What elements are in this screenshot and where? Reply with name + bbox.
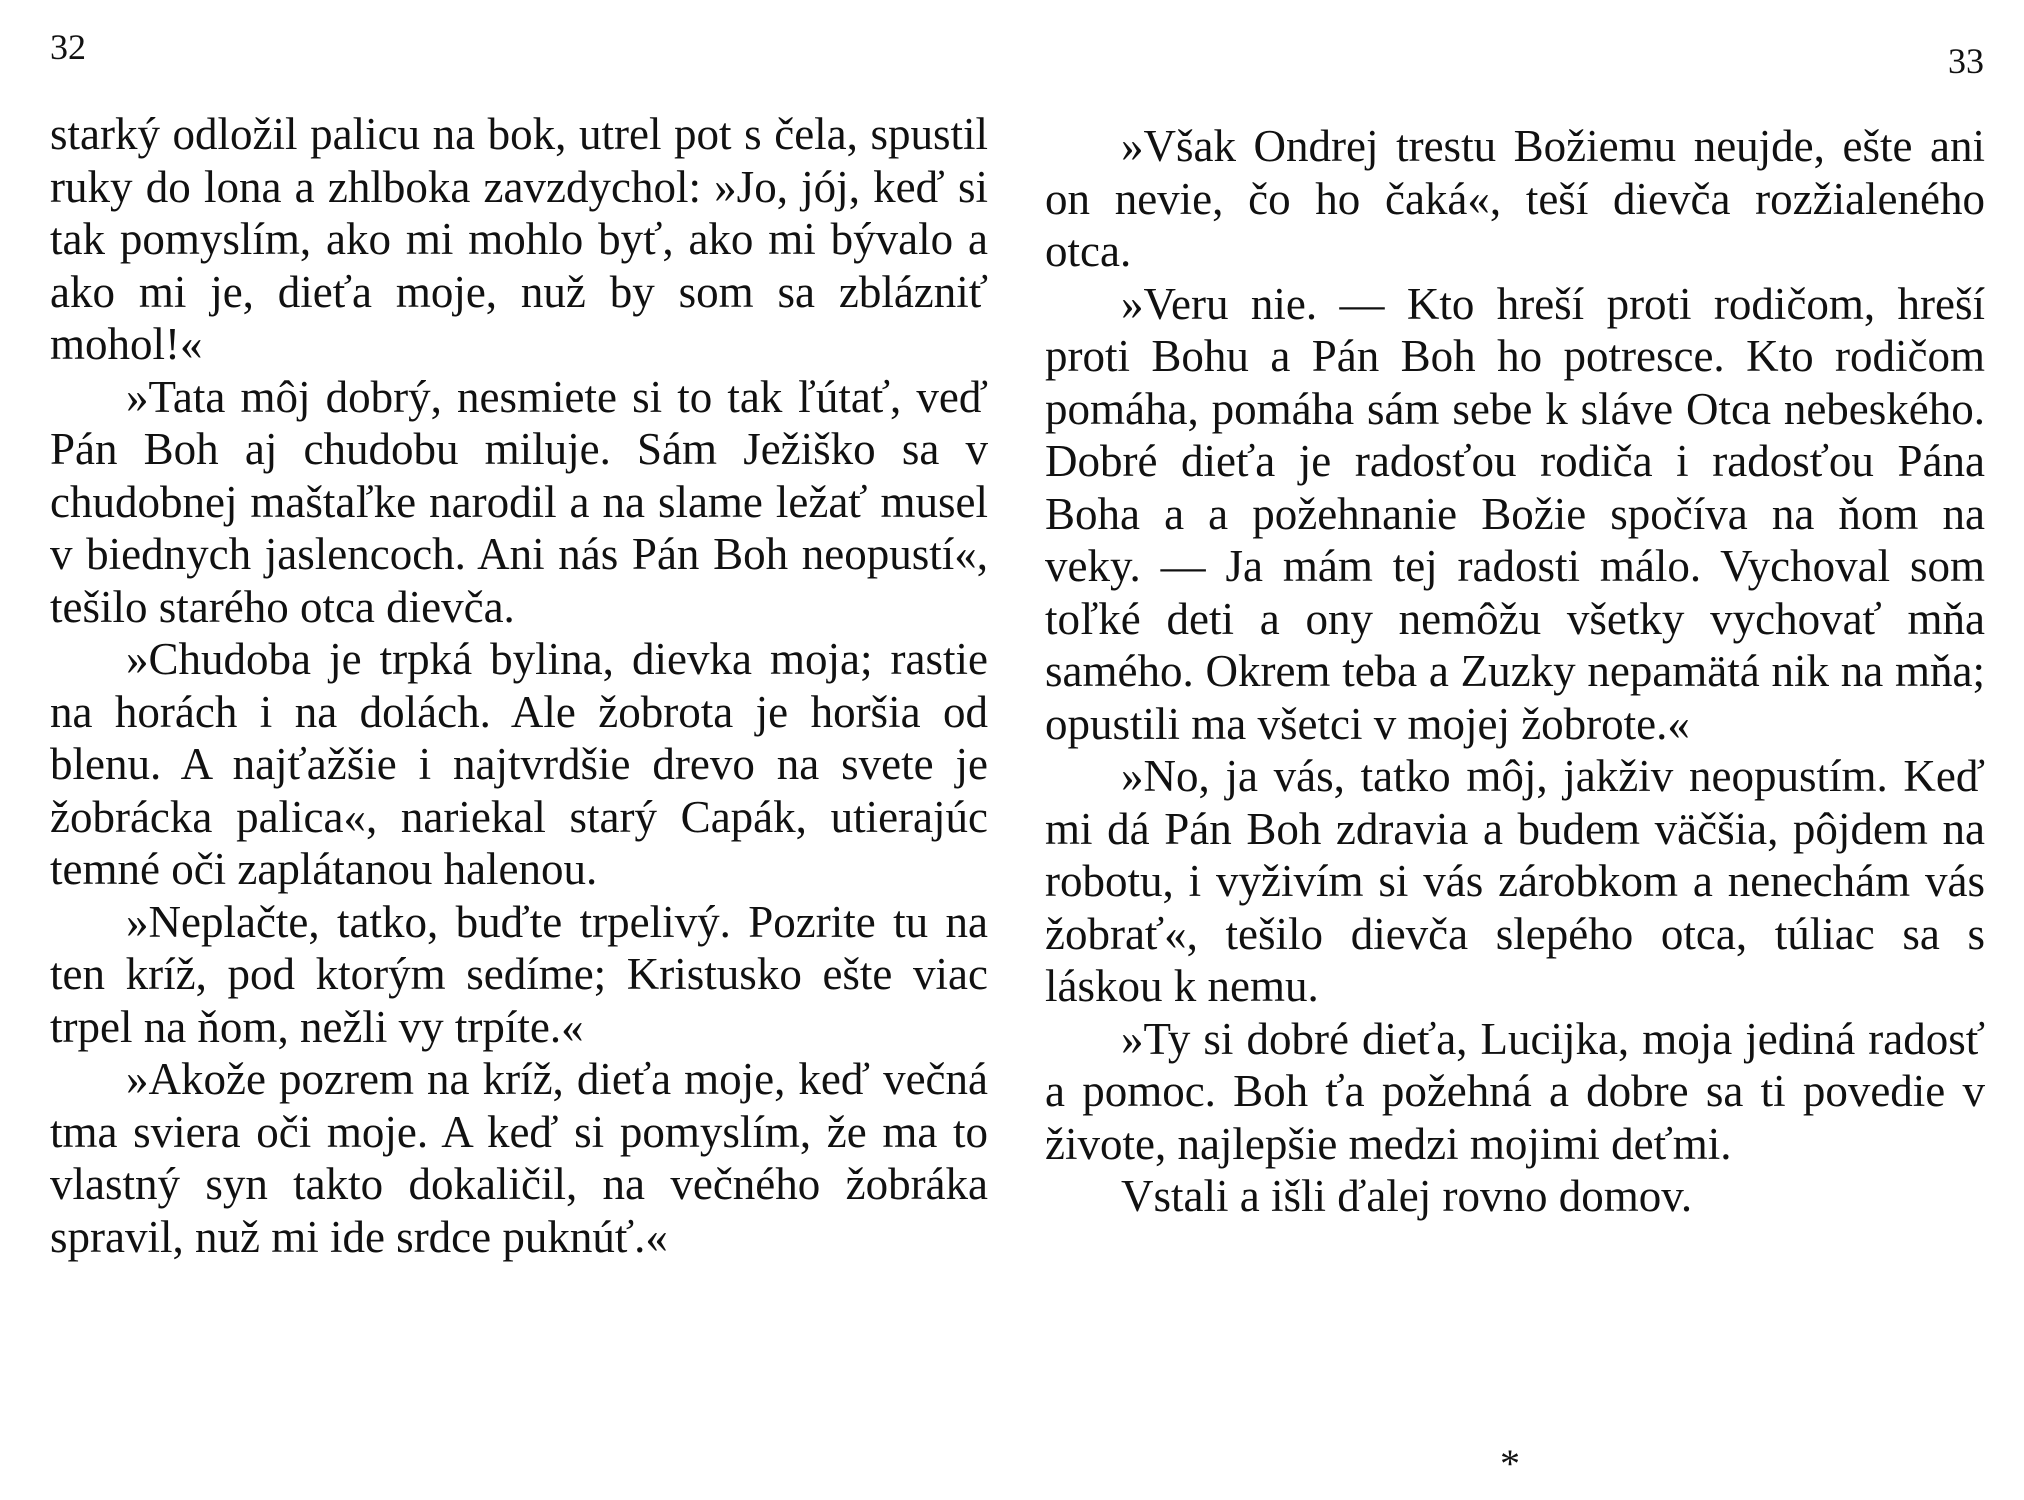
right-page-text [1045, 120, 1985, 1223]
paragraph: »Však Ondrej trestu Božiemu neujde, ešte ani on nevie, čo ho čaká«, teší dievča rozžialeného otca. [1045, 121, 1985, 276]
paragraph: »Neplačte, tatko, buďte trpelivý. Pozrite tu na ten kríž, pod ktorým sedíme; Kristusko ešte viac trpel na ňom, nežli vy trpíte.« [50, 896, 988, 1052]
paragraph: »Chudoba je trpká bylina, dievka moja; rastie na horách i na dolách. Ale žobrota je horšia od blenu. A najťažšie i najtvrdšie drevo na svete je žobrácka palica«, nariekal starý Capák, utierajúc temné oči zaplátanou halenou. [50, 634, 988, 894]
section-ornament: * [1500, 1441, 1520, 1486]
paragraph: starký odložil palicu na bok, utrel pot s čela, spustil ruky do lona a zhlboka zavzdychol: »Jo, jój, keď si tak pomyslím, ako mi mohlo byť, ako mi bývalo a ako mi je, dieťa moje, nuž by som sa zblázniť mohol!« [50, 109, 988, 369]
paragraph: »Ty si dobré dieťa, Lucijka, moja jediná radosť a pomoc. Boh ťa požehná a dobre sa ti povedie v živote, najlepšie medzi mojimi deťmi. [1045, 1013, 1985, 1169]
page-number-left: 32 [50, 27, 86, 67]
paragraph: »Veru nie. — Kto hreší proti rodičom, hreší proti Bohu a Pán Boh ho potresce. Kto rodičom pomáha, pomáha sám sebe k sláve Otca nebeského. Dobré dieťa je radosťou rodiča i radosťou Pána Boha a a požehnanie Božie spočíva na ňom na veky. — Ja mám tej radosti málo. Vychoval som toľké deti a ony nemôžu všetky vychovať mňa samého. Okrem teba a Zuzky nepamätá nik na mňa; opustili ma všetci v mojej žobrote.« [1045, 278, 1985, 749]
paragraph: »Akože pozrem na kríž, dieťa moje, keď večná tma sviera oči moje. A keď si pomyslím, že ma to vlastný syn takto dokaličil, na večného žobráka spravil, nuž mi ide srdce puknúť.« [50, 1054, 988, 1262]
paragraph: »No, ja vás, tatko môj, jakživ neopustím. Keď mi dá Pán Boh zdravia a budem väčšia, pôjdem na robotu, i vyživím si vás zárobkom a nenechám vás žobrať«, tešilo dievča slepého otca, túliac sa s láskou k nemu. [1045, 751, 1985, 1011]
paragraph: »Tata môj dobrý, nesmiete si to tak ľútať, veď Pán Boh aj chudobu miluje. Sám Ježiško sa v chudobnej maštaľke narodil a na slame ležať musel v biednych jaslencoch. Ani nás Pán Boh neopustí«, tešilo starého otca dievča. [50, 371, 988, 632]
paragraph: Vstali a išli ďalej rovno domov. [1121, 1171, 1693, 1221]
left-page-text [50, 108, 988, 1263]
page-number-right: 33 [1948, 41, 1984, 81]
